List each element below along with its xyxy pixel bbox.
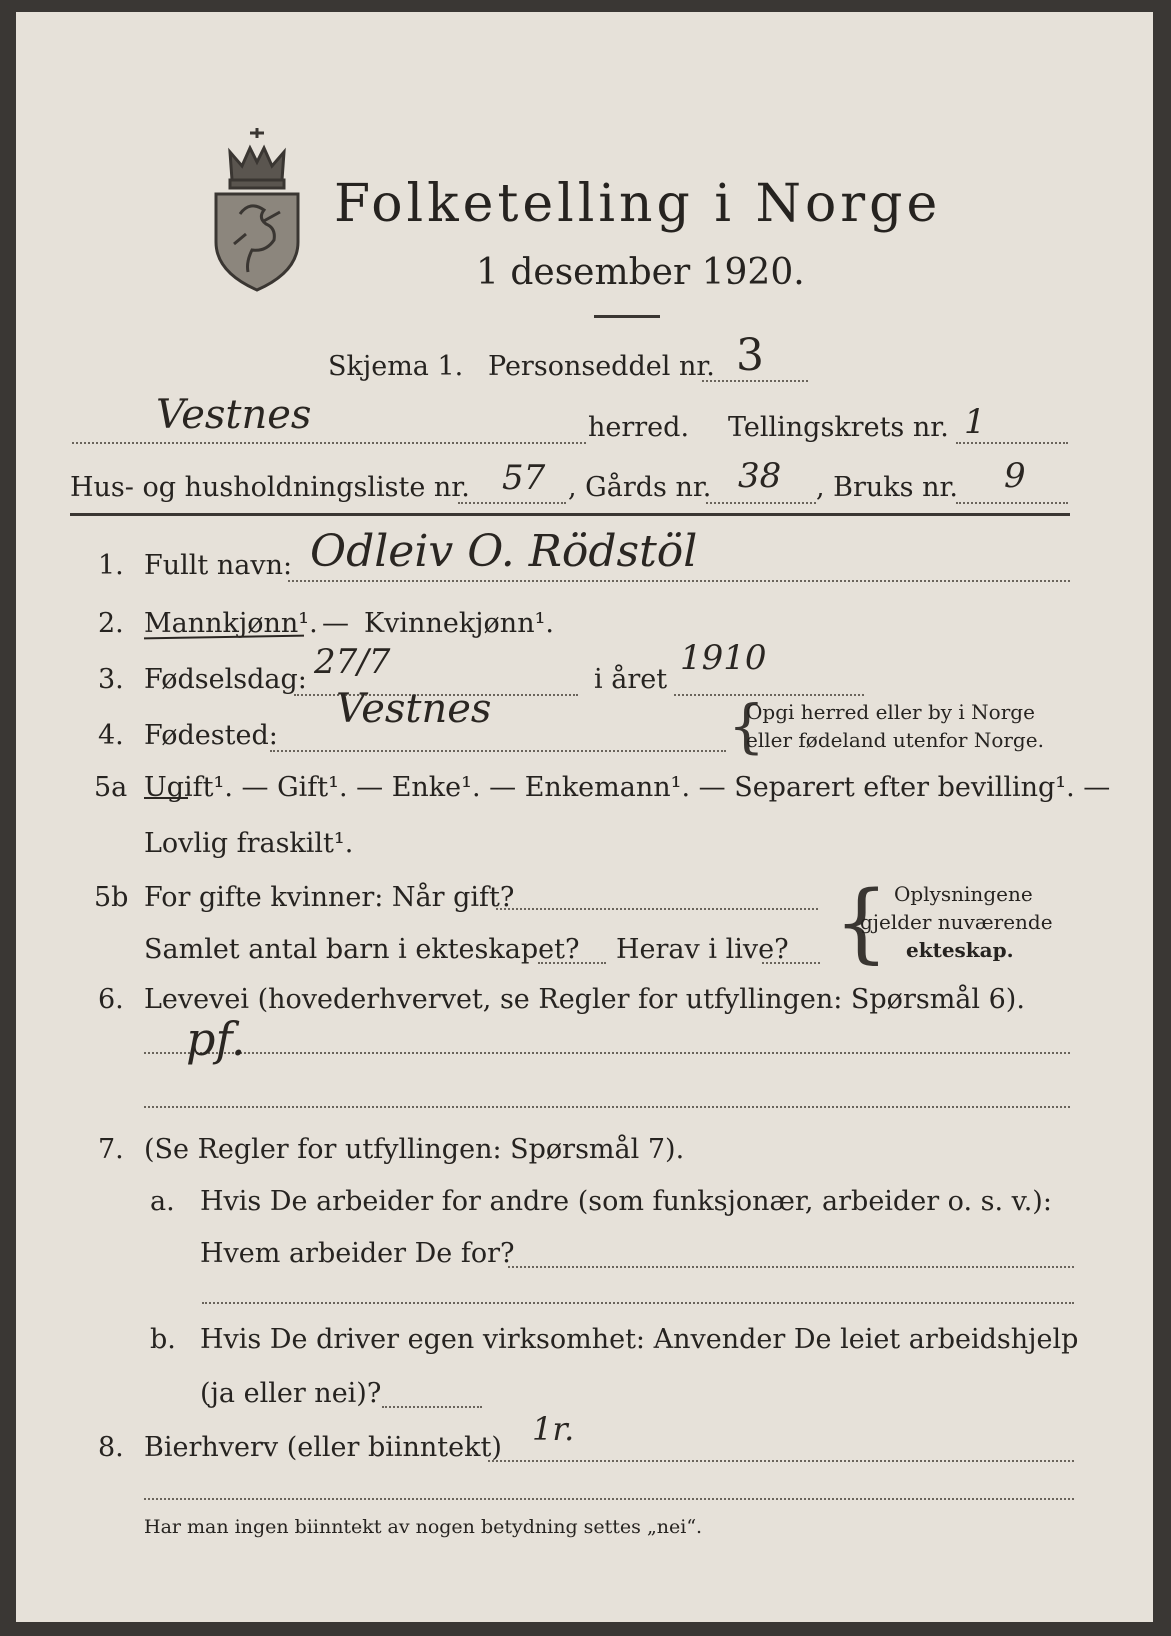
herred-value[interactable]: Vestnes [156,392,312,438]
marital-status-divorced[interactable]: Lovlig fraskilt¹. [144,828,354,859]
coat-of-arms-icon [202,122,312,297]
full-name-value[interactable]: Odleiv O. Rödstöl [310,526,698,577]
q7a-line-2 [202,1302,1074,1304]
q4-note-2: eller fødeland utenfor Norge. [746,728,1044,752]
birthyear-value[interactable]: 1910 [680,638,767,678]
q8-line [488,1460,1074,1462]
q3-label: Fødselsdag: [144,664,307,695]
bruks-line [956,502,1068,504]
form-title: Folketelling i Norge [334,174,942,234]
male-option[interactable]: Mannkjønn¹. [144,608,318,639]
q5b-note-3: ekteskap. [906,938,1014,962]
q5b-note-1: Oplysningene [894,882,1033,906]
q5b-children-line [538,962,606,964]
q5b-alive-label: Herav i live? [616,934,789,965]
q8-number: 8. [98,1432,124,1463]
q5a-number: 5a [94,772,128,803]
q7b-question: (ja eller nei)? [200,1378,382,1409]
q7a-question: Hvem arbeider De for? [200,1238,515,1269]
bruks-label: , Bruks nr. [816,472,959,503]
q4-label: Fødested: [144,720,278,751]
q7a-line-1 [508,1266,1074,1268]
q7b-line [382,1406,482,1408]
q7a-text: Hvis De arbeider for andre (som funksjonær, arbeider o. s. v.): [200,1186,1052,1217]
husholdningsliste-value[interactable]: 57 [502,458,546,498]
gards-line [706,502,816,504]
q5b-brace: { [834,873,889,973]
q6-line-2 [144,1106,1070,1108]
q6-line-1 [144,1052,1070,1054]
footer-note: Har man ingen biinntekt av nogen betydning settes „nei“. [144,1516,703,1538]
q6-number: 6. [98,984,124,1015]
q4-note-1: Opgi herred eller by i Norge [746,700,1035,724]
q7b-letter: b. [150,1324,176,1355]
gards-label: , Gårds nr. [568,472,712,503]
q8-label: Bierhverv (eller biinntekt) [144,1432,502,1463]
q1-label: Fullt navn: [144,550,293,581]
tellingskrets-value[interactable]: 1 [964,402,986,442]
q5b-alive-line [762,962,820,964]
q7b-text: Hvis De driver egen virksomhet: Anvender De leiet arbeidshjelp [200,1324,1079,1355]
q7-number: 7. [98,1134,124,1165]
occupation-value[interactable]: pf. [186,1012,246,1066]
tellingskrets-label: Tellingskrets nr. [728,412,949,443]
q3-number: 3. [98,664,124,695]
q5b-married-line [496,908,818,910]
q3-year-line [674,694,864,696]
q4-number: 4. [98,720,124,751]
personseddel-value[interactable]: 3 [736,330,764,381]
birthplace-value[interactable]: Vestnes [336,686,492,732]
q7a-letter: a. [150,1186,175,1217]
q1-number: 1. [98,550,124,581]
gards-value[interactable]: 38 [738,456,782,496]
census-date: 1 desember 1920. [476,252,805,293]
q5b-children-label: Samlet antal barn i ekteskapet? [144,934,580,965]
female-option[interactable]: Kvinnekjønn¹. [364,608,554,639]
marital-status-options[interactable]: Ugift¹. — Gift¹. — Enke¹. — Enkemann¹. — Separert efter bevilling¹. — [144,772,1111,803]
census-form [16,12,1153,1622]
header-rule [70,513,1070,516]
q4-line [270,750,726,752]
husholdningsliste-line [458,502,566,504]
ugift-mark [144,797,188,799]
q4-brace: { [728,692,765,760]
bruks-value[interactable]: 9 [1004,456,1026,496]
q5b-number: 5b [94,882,129,913]
skjema-label: Skjema 1. [328,351,464,382]
personseddel-label: Personseddel nr. [488,351,715,382]
title-divider [594,315,660,318]
tellingskrets-line [956,442,1068,444]
q2-separator: — [322,608,349,639]
q8-line-2 [144,1498,1074,1500]
herred-label: herred. [588,412,690,443]
q2-number: 2. [98,608,124,639]
q7-label: (Se Regler for utfyllingen: Spørsmål 7). [144,1134,685,1165]
husholdningsliste-label: Hus- og husholdningsliste nr. [70,472,470,503]
q5b-note-2: gjelder nuværende [860,910,1053,934]
q6-label: Levevei (hovederhvervet, se Regler for utfyllingen: Spørsmål 6). [144,984,1025,1015]
herred-line [72,442,586,444]
side-income-value[interactable]: 1r. [532,1410,575,1448]
q1-line [288,580,1070,582]
q3-year-label: i året [594,664,668,695]
birthdate-value[interactable]: 27/7 [314,642,391,682]
q5b-married-when: For gifte kvinner: Når gift? [144,882,515,913]
